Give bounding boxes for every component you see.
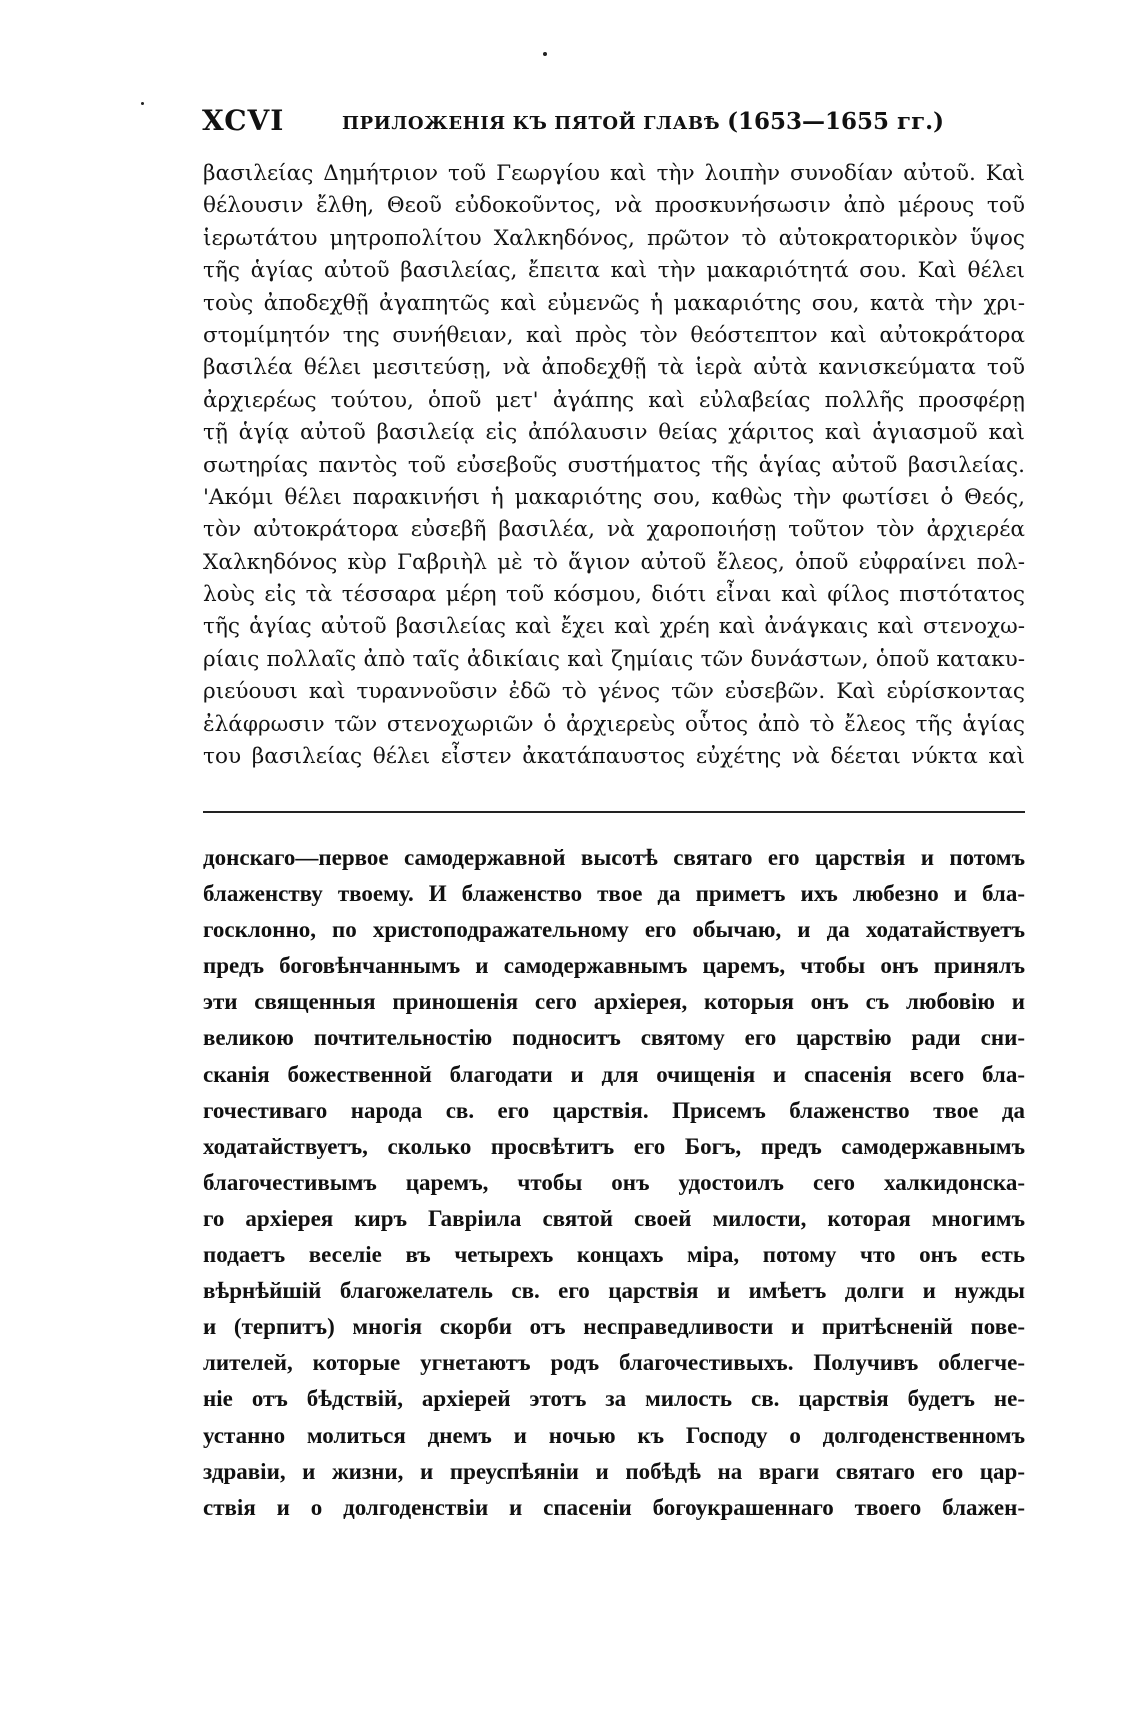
- russian-line: ходатайствуетъ, сколько просвѣтитъ его Богъ, предъ самодержавнымъ: [203, 1133, 1025, 1159]
- russian-line: лителей, которые угнетаютъ родъ благочестивыхъ. Получивъ облегче-: [203, 1350, 1025, 1376]
- russian-line: гочестиваго народа св. его царствія. Присемъ блаженство твое да: [203, 1097, 1025, 1123]
- russian-line: вѣрнѣйшій благожелатель св. его царствія и имѣетъ долги и нужды: [203, 1278, 1025, 1304]
- running-title: [342, 108, 944, 135]
- page-header: [202, 104, 1022, 144]
- greek-line: 'Ακόμι θέλει παρακινήσι ἡ μακαριότης σου, καθὼς τὴν φωτίσει ὁ Θεός,: [203, 484, 1025, 510]
- print-speck: [543, 52, 547, 56]
- greek-line: τῆς ἁγίας αὐτοῦ βασιλείας, ἔπειτα καὶ τὴν μακαριότητά σου. Καὶ θέλει: [203, 258, 1025, 284]
- greek-line: τῇ ἁγίᾳ αὐτοῦ βασιλείᾳ εἰς ἀπόλαυσιν θείας χάριτος καὶ ἁγιασμοῦ καὶ: [203, 420, 1025, 446]
- greek-line: ἐλάφρωσιν τῶν στενοχωριῶν ὁ ἀρχιερεὺς οὗτος ἀπὸ τὸ ἔλεος τῆς ἁγίας: [203, 711, 1025, 737]
- russian-translation-block: [203, 840, 1025, 1526]
- greek-line: Χαλκηδόνος κὺρ Γαβριὴλ μὲ τὸ ἅγιον αὐτοῦ ἔλεος, ὁποῦ εὐφραίνει πολ-: [203, 549, 1025, 575]
- greek-line: τῆς ἁγίας αὐτοῦ βασιλείας καὶ ἔχει καὶ χρέη καὶ ἀνάγκαις καὶ στενοχω-: [203, 614, 1025, 640]
- greek-line: ριεύουσι καὶ τυραννοῦσιν ἐδῶ τὸ γένος τῶν εὐσεβῶν. Καὶ εὑρίσκοντας: [203, 679, 1025, 705]
- greek-line: βασιλείας Δημήτριον τοῦ Γεωργίου καὶ τὴν λοιπὴν συνοδίαν αὐτοῦ. Καὶ: [203, 161, 1025, 186]
- print-speck: [141, 102, 144, 105]
- russian-line: подаетъ веселіе въ четырехъ концахъ міра, потому что онъ есть: [203, 1242, 1025, 1268]
- russian-line: здравіи, и жизни, и преуспѣяніи и побѣдѣ на враги святаго его цар-: [203, 1458, 1025, 1484]
- running-title-text: ПРИЛОЖЕНІЯ КЪ ПЯТОЙ ГЛАВѢ: [342, 113, 721, 134]
- greek-line: θέλουσιν ἔλθη, Θεοῦ εὐδοκοῦντος, νὰ προσκυνήσωσιν ἀπὸ μέρους τοῦ: [203, 193, 1025, 219]
- russian-line: устанно молиться днемъ и ночью къ Господу о долгоденственномъ: [203, 1422, 1025, 1448]
- greek-line: ἱερωτάτου μητροπολίτου Χαλκηδόνος, πρῶτον τὸ αὐτοκρατορικὸν ὕψος: [203, 225, 1025, 251]
- russian-line: эти священныя приношенія сего архіерея, которыя онъ съ любовію и: [203, 989, 1025, 1015]
- russian-line: великою почтительностію подноситъ святому его царствію ради сни-: [203, 1025, 1025, 1051]
- greek-line: βασιλέα θέλει μεσιτεύσῃ, νὰ ἀποδεχθῇ τὰ ἱερὰ αὐτὰ κανισκεύματα τοῦ: [203, 355, 1025, 381]
- russian-line: ствія и о долгоденствіи и спасеніи богоукрашеннаго твоего блажен-: [203, 1494, 1025, 1520]
- russian-line: благочестивымъ царемъ, чтобы онъ удостоилъ сего халкидонска-: [203, 1169, 1025, 1195]
- russian-line: сканія божественной благодати и для очищенія и спасенія всего бла-: [203, 1061, 1025, 1087]
- greek-line: ἀρχιερέως τούτου, ὁποῦ μετ' ἀγάπης καὶ εὐλαβείας πολλῆς προσφέρῃ: [203, 387, 1025, 413]
- russian-line: и (терпитъ) многія скорби отъ несправедливости и притѣсненій пове-: [203, 1314, 1025, 1340]
- running-title-years: (1653—1655 гг.): [727, 108, 945, 135]
- page-number: XCVI: [202, 104, 285, 137]
- russian-line: предъ боговѣнчаннымъ и самодержавнымъ царемъ, чтобы онъ принялъ: [203, 953, 1025, 979]
- greek-text-block: [203, 158, 1025, 773]
- russian-line: донскаго—первое самодержавной высотѣ святаго его царствія и потомъ: [203, 845, 1025, 870]
- greek-line: στομίμητόν της συνήθειαν, καὶ πρὸς τὸν θεόστεπτον καὶ αὐτοκράτορα: [203, 322, 1025, 348]
- greek-line: τὸν αὐτοκράτορα εὐσεβῆ βασιλέα, νὰ χαροποιήσῃ τοῦτον τὸν ἀρχιερέα: [203, 517, 1025, 543]
- russian-line: госклонно, по христоподражательному его обычаю, и да ходатайствуетъ: [203, 917, 1025, 943]
- greek-line: τοὺς ἀποδεχθῇ ἀγαπητῶς καὶ εὐμενῶς ἡ μακαριότης σου, κατὰ τὴν χρι-: [203, 290, 1025, 316]
- russian-line: блаженству твоему. И блаженство твое да приметъ ихъ любезно и бла-: [203, 881, 1025, 907]
- greek-line: ρίαις πολλαῖς ἀπὸ ταῖς ἀδικίαις καὶ ζημίαις τῶν δυνάστων, ὁποῦ κατακυ-: [203, 646, 1025, 672]
- russian-line: ніе отъ бѣдствій, архіерей этотъ за милость св. царствія будетъ не-: [203, 1386, 1025, 1412]
- russian-line: го архіерея киръ Гавріила святой своей милости, которая многимъ: [203, 1205, 1025, 1231]
- greek-line: σωτηρίας παντὸς τοῦ εὐσεβοῦς συστήματος τῆς ἁγίας αὐτοῦ βασιλείας.: [203, 452, 1025, 478]
- footnote-divider: [203, 811, 1025, 813]
- greek-line: του βασιλείας θέλει εἶστεν ἀκατάπαυστος εὐχέτης νὰ δέεται νύκτα καὶ: [203, 744, 1025, 770]
- greek-line: λοὺς εἰς τὰ τέσσαρα μέρη τοῦ κόσμου, διότι εἶναι καὶ φίλος πιστότατος: [203, 582, 1025, 608]
